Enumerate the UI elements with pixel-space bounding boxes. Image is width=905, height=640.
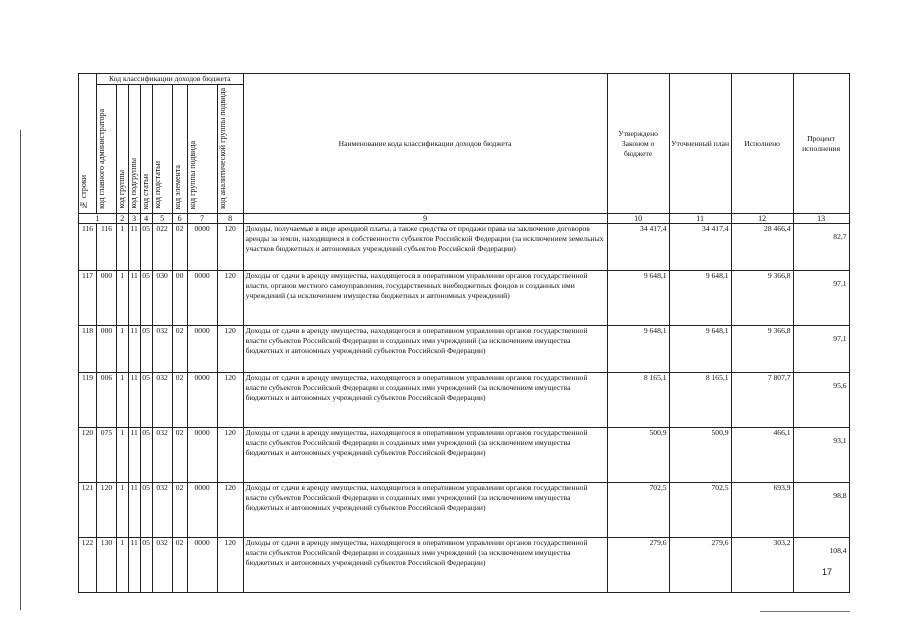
cell-sub: 11 [128, 271, 140, 326]
header-code-col: код подгруппы [128, 85, 140, 214]
cell-n: 120 [79, 428, 97, 483]
cell-n: 121 [79, 483, 97, 538]
cell-approved: 34 417,4 [607, 224, 669, 271]
cell-grp: 1 [117, 428, 129, 483]
cell-executed: 466,1 [731, 428, 793, 483]
header-code-col: код статьи [140, 85, 152, 214]
cell-admin: 116 [97, 224, 117, 271]
header-name: Наименование кода классификации доходов бюджета [243, 74, 607, 214]
cell-pod: 0000 [187, 483, 217, 538]
cell-executed: 9 366,8 [731, 326, 793, 373]
cell-pod: 0000 [187, 373, 217, 428]
cell-refined: 34 417,4 [669, 224, 731, 271]
header-code-col: код группы подвида [187, 85, 217, 214]
cell-pod: 0000 [187, 224, 217, 271]
column-number: 8 [217, 214, 243, 224]
column-number: 12 [731, 214, 793, 224]
cell-art: 05 [140, 483, 152, 538]
cell-pod: 0000 [187, 428, 217, 483]
column-number-row [79, 214, 850, 224]
cell-approved: 9 648,1 [607, 326, 669, 373]
cell-admin: 120 [97, 483, 117, 538]
cell-sub: 11 [128, 224, 140, 271]
cell-pct: 93,1 [793, 428, 849, 483]
cell-n: 118 [79, 326, 97, 373]
cell-subart: 032 [152, 483, 172, 538]
cell-approved: 8 165,1 [607, 373, 669, 428]
scan-margin-line [20, 130, 21, 610]
cell-grp: 1 [117, 224, 129, 271]
column-number: 4 [140, 214, 152, 224]
column-number: 9 [243, 214, 607, 224]
cell-pct: 97,1 [793, 271, 849, 326]
cell-pod: 0000 [187, 326, 217, 373]
table-row [79, 483, 850, 538]
cell-grp: 1 [117, 483, 129, 538]
cell-pod: 0000 [187, 271, 217, 326]
column-number: 6 [172, 214, 187, 224]
header-group-row [79, 74, 850, 85]
cell-sub: 11 [128, 428, 140, 483]
column-number: 1 [79, 214, 117, 224]
header-code-col: код главного администратора [97, 85, 117, 214]
cell-name: Доходы от сдачи в аренду имущества, находящегося в оперативном управлении органов государственной власти субъектов Российской Федерации и созданных ими учреждений (за исключением имущества бюджетных и автономных учреждений субъектов Российской Федерации) [243, 483, 607, 538]
cell-subart: 032 [152, 326, 172, 373]
cell-refined: 9 648,1 [669, 326, 731, 373]
cell-elem: 02 [172, 428, 187, 483]
cell-pct: 97,1 [793, 326, 849, 373]
table-row [79, 271, 850, 326]
cell-pct: 98,8 [793, 483, 849, 538]
cell-pod: 0000 [187, 538, 217, 593]
cell-subart: 022 [152, 224, 172, 271]
cell-subart: 032 [152, 428, 172, 483]
cell-art: 05 [140, 428, 152, 483]
cell-n: 119 [79, 373, 97, 428]
cell-approved: 500,9 [607, 428, 669, 483]
header-refined: Уточненный план [669, 74, 731, 214]
header-code-col: код группы [117, 85, 129, 214]
cell-refined: 702,5 [669, 483, 731, 538]
cell-subart: 032 [152, 538, 172, 593]
cell-art: 05 [140, 224, 152, 271]
cell-approved: 279,6 [607, 538, 669, 593]
cell-name: Доходы, получаемые в виде арендной платы, а также средства от продажи права на заключение договоров аренды за земли, находящиеся в собственности субъектов Российской Федерации (за исключением земельных участков бюджетных и автономных учреждений субъектов Российской Федерации) [243, 224, 607, 271]
cell-n: 122 [79, 538, 97, 593]
cell-art: 05 [140, 271, 152, 326]
cell-grp: 1 [117, 271, 129, 326]
column-number: 7 [187, 214, 217, 224]
budget-revenue-table [78, 73, 850, 593]
cell-refined: 9 648,1 [669, 271, 731, 326]
cell-executed: 7 807,7 [731, 373, 793, 428]
table-row [79, 538, 850, 593]
cell-refined: 279,6 [669, 538, 731, 593]
cell-approved: 9 648,1 [607, 271, 669, 326]
cell-name: Доходы от сдачи в аренду имущества, находящегося в оперативном управлении органов государственной власти субъектов Российской Федерации и созданных ими учреждений (за исключением имущества бюджетных и автономных учреждений субъектов Российской Федерации) [243, 326, 607, 373]
header-code-group: Код классификации доходов бюджета [97, 74, 244, 85]
cell-elem: 02 [172, 224, 187, 271]
cell-elem: 02 [172, 483, 187, 538]
cell-subart: 030 [152, 271, 172, 326]
cell-sub: 11 [128, 326, 140, 373]
column-number: 2 [117, 214, 129, 224]
cell-elem: 02 [172, 326, 187, 373]
cell-anal: 120 [217, 326, 243, 373]
table-row [79, 224, 850, 271]
cell-admin: 075 [97, 428, 117, 483]
footer-line [760, 611, 850, 612]
cell-sub: 11 [128, 538, 140, 593]
cell-executed: 693,9 [731, 483, 793, 538]
cell-n: 116 [79, 224, 97, 271]
table-row [79, 326, 850, 373]
cell-refined: 500,9 [669, 428, 731, 483]
cell-art: 05 [140, 373, 152, 428]
cell-pct: 95,6 [793, 373, 849, 428]
header-code-col: код аналитической группы подвида [217, 85, 243, 214]
cell-grp: 1 [117, 326, 129, 373]
header-approved: Утверждено Законом о бюджете [607, 74, 669, 214]
cell-anal: 120 [217, 271, 243, 326]
cell-admin: 006 [97, 373, 117, 428]
cell-sub: 11 [128, 373, 140, 428]
cell-anal: 120 [217, 483, 243, 538]
cell-name: Доходы от сдачи в аренду имущества, находящегося в оперативном управлении органов государственной власти субъектов Российской Федерации и созданных ими учреждений (за исключением имущества бюджетных и автономных учреждений субъектов Российской Федерации) [243, 538, 607, 593]
cell-executed: 303,2 [731, 538, 793, 593]
cell-pct: 108,4 [793, 538, 849, 593]
column-number: 3 [128, 214, 140, 224]
cell-elem: 02 [172, 538, 187, 593]
cell-elem: 00 [172, 271, 187, 326]
table-row [79, 428, 850, 483]
table-row [79, 373, 850, 428]
page-number: 17 [822, 567, 833, 577]
header-percent: Процент исполнения [793, 74, 849, 214]
cell-art: 05 [140, 538, 152, 593]
cell-art: 05 [140, 326, 152, 373]
cell-sub: 11 [128, 483, 140, 538]
cell-subart: 032 [152, 373, 172, 428]
cell-pct: 82,7 [793, 224, 849, 271]
cell-anal: 120 [217, 224, 243, 271]
header-code-col: код подстатьи [152, 85, 172, 214]
cell-approved: 702,5 [607, 483, 669, 538]
column-number: 5 [152, 214, 172, 224]
cell-executed: 28 466,4 [731, 224, 793, 271]
column-number: 10 [607, 214, 669, 224]
cell-elem: 02 [172, 373, 187, 428]
column-number: 11 [669, 214, 731, 224]
header-executed: Исполнено [731, 74, 793, 214]
cell-grp: 1 [117, 538, 129, 593]
column-number: 13 [793, 214, 849, 224]
cell-name: Доходы от сдачи в аренду имущества, находящегося в оперативном управлении органов государственной власти субъектов Российской Федерации и созданных ими учреждений (за исключением имущества бюджетных и автономных учреждений субъектов Российской Федерации) [243, 373, 607, 428]
header-row-num: № строки [79, 74, 97, 214]
cell-admin: 000 [97, 271, 117, 326]
header-code-col: код элемента [172, 85, 187, 214]
cell-name: Доходы от сдачи в аренду имущества, находящегося в оперативном управлении органов государственной власти, органов местного самоуправления, государственных внебюджетных фондов и созданных ими учреждений (за исключением имущества бюджетных и автономных учреждений) [243, 271, 607, 326]
cell-anal: 120 [217, 428, 243, 483]
cell-anal: 120 [217, 538, 243, 593]
cell-n: 117 [79, 271, 97, 326]
cell-admin: 130 [97, 538, 117, 593]
cell-grp: 1 [117, 373, 129, 428]
cell-name: Доходы от сдачи в аренду имущества, находящегося в оперативном управлении органов государственной власти субъектов Российской Федерации и созданных ими учреждений (за исключением имущества бюджетных и автономных учреждений субъектов Российской Федерации) [243, 428, 607, 483]
cell-anal: 120 [217, 373, 243, 428]
cell-admin: 000 [97, 326, 117, 373]
cell-refined: 8 165,1 [669, 373, 731, 428]
cell-executed: 9 366,8 [731, 271, 793, 326]
